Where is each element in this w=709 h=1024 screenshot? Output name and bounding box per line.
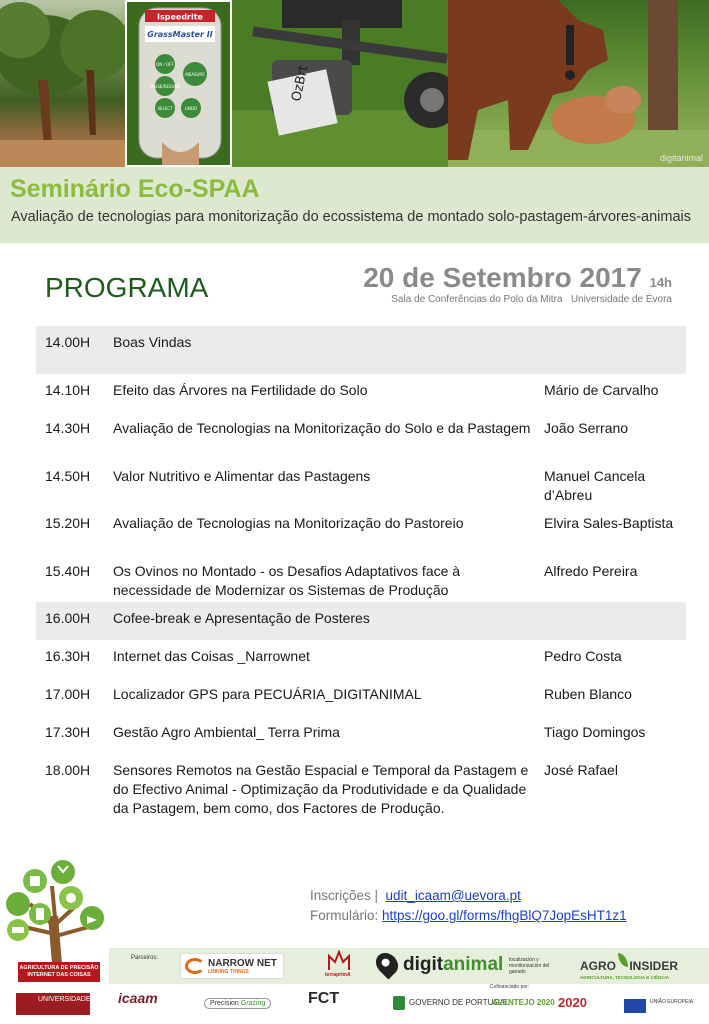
schedule-row	[36, 555, 686, 602]
cow-calf-photo	[448, 0, 709, 167]
agroinsider-prefix: AGRO	[580, 959, 616, 973]
schedule-row	[36, 640, 686, 678]
fct-logo: FCT	[308, 990, 340, 1007]
session-speaker: José Rafael	[544, 762, 618, 778]
agroinsider-name	[580, 959, 678, 973]
grazing-text: Grazing	[240, 1000, 266, 1007]
session-speaker: João Serrano	[544, 420, 629, 436]
session-speaker: Tiago Domingos	[544, 724, 646, 740]
session-time: 14.10H	[45, 382, 91, 398]
terraprima-icon	[325, 950, 353, 972]
pasture-sensor-photo	[232, 0, 448, 167]
session-speaker: Elvira Sales-Baptista	[544, 515, 674, 531]
registration-line	[310, 886, 627, 906]
partners-label: Parceiros:	[131, 955, 159, 961]
session-title: Avaliação de Tecnologias na Monitorização do Solo e da Pastagem	[113, 420, 531, 436]
uevora-logo: UNIVERSIDADE DE ÉVORA	[16, 993, 90, 1015]
event-date	[363, 262, 672, 294]
session-time: 16.30H	[45, 648, 91, 664]
schedule-row	[36, 460, 686, 507]
sensor-label: OzBrt	[289, 64, 312, 103]
photo-watermark: digitanimal	[659, 153, 703, 163]
narrownet-name: NARROW NET	[208, 958, 277, 969]
seminar-subtitle: Avaliação de tecnologias para monitorização do ecossistema de montado solo-pastagem-árvores-animais	[11, 209, 691, 225]
eu-flag-icon	[624, 999, 646, 1013]
registration-form-link[interactable]: https://goo.gl/forms/fhgBlQ7JopEsHT1z1	[382, 908, 627, 923]
session-time: 18.00H	[45, 762, 91, 778]
tree-logo-label: AGRICULTURA DE PRECISÃO INTERNET DAS COISAS	[18, 962, 100, 982]
portugal2020-logo: 2020	[558, 995, 587, 1010]
session-title: Efeito das Árvores na Fertilidade do Solo	[113, 382, 368, 398]
session-title: Cofee-break e Apresentação de Posteres	[113, 610, 370, 626]
device-model: GrassMaster II	[147, 30, 213, 39]
session-time: 15.20H	[45, 515, 91, 531]
precision-grazing-logo	[204, 998, 271, 1009]
contact-info	[310, 886, 627, 926]
seminar-title: Seminário Eco-SPAA	[10, 175, 260, 203]
photo-banner	[0, 0, 709, 167]
narrownet-logo	[180, 953, 284, 979]
device-button-on-off: ON / OFF	[156, 62, 174, 67]
session-title: Boas Vindas	[113, 334, 192, 350]
event-time: 14h	[649, 275, 672, 290]
venue-room: Sala de Conferências do Polo da Mitra	[391, 294, 563, 305]
icaam-logo: icaam	[118, 990, 158, 1006]
agroinsider-tagline: AGRICULTURA, TECNOLOGIA E CIÊNCIA	[580, 975, 669, 980]
programme-heading: PROGRAMA	[45, 272, 209, 303]
session-speaker: Manuel Cancela d’Abreu	[544, 468, 646, 503]
alentejo2020-logo: ALENTEJO 2020	[492, 998, 555, 1007]
cork-oak-tree-image	[0, 0, 125, 167]
session-time: 14.00H	[45, 334, 91, 350]
grassmaster-device-photo	[125, 0, 232, 167]
session-time: 17.00H	[45, 686, 91, 702]
location-pin-icon	[371, 948, 402, 979]
precision-text: Precision	[210, 1000, 239, 1007]
session-title: Valor Nutritivo e Alimentar das Pastagens	[113, 468, 371, 484]
schedule-row	[36, 412, 686, 460]
schedule-row	[36, 374, 686, 412]
schedule-row	[36, 716, 686, 754]
partners-band	[109, 948, 709, 984]
session-time: 14.50H	[45, 468, 91, 484]
terraprima-logo	[325, 950, 353, 982]
form-line	[310, 906, 627, 926]
session-time: 14.30H	[45, 420, 91, 436]
schedule-row	[36, 507, 686, 555]
portugal-emblem-icon	[393, 996, 405, 1010]
session-title: Sensores Remotos na Gestão Espacial e Temporal da Pastagem e do Efectivo Animal - Optimização da Produtividade e da Qualidade da Pastagem, bem como, dos Factores de Produção.	[113, 762, 529, 816]
sponsor-logos	[0, 984, 709, 1024]
session-time: 15.40H	[45, 563, 91, 579]
registration-label: Inscrições |	[310, 888, 379, 903]
session-speaker: Ruben Blanco	[544, 686, 632, 702]
digitanimal-name	[403, 954, 503, 976]
session-speaker: Alfredo Pereira	[544, 563, 638, 579]
device-button-undo: UNDO	[184, 106, 198, 111]
grassmaster-device-image	[127, 2, 230, 165]
registration-email-link[interactable]: udit_icaam@uevora.pt	[385, 888, 521, 903]
session-time: 17.30H	[45, 724, 91, 740]
digitanimal-prefix: digit	[403, 954, 444, 975]
session-title: Os Ovinos no Montado - os Desafios Adaptativos face à necessidade de Modernizar os Sistemas de Produção	[113, 563, 461, 598]
agroinsider-suffix: INSIDER	[629, 959, 679, 973]
pasture-sensor-image	[232, 0, 448, 167]
digitanimal-suffix: animal	[443, 954, 504, 975]
eu-label: UNIÃO EUROPEIA	[650, 999, 694, 1005]
venue-university: Universidade de Évora	[570, 294, 672, 305]
session-title: Localizador GPS para PECUÁRIA_DIGITANIMAL	[113, 686, 422, 702]
session-title: Internet das Coisas _Narrownet	[113, 648, 310, 664]
schedule-row	[36, 678, 686, 716]
event-venue	[391, 294, 672, 305]
session-title: Gestão Agro Ambiental_ Terra Prima	[113, 724, 340, 740]
governo-text: GOVERNO DE PORTUGAL	[409, 998, 510, 1008]
narrownet-tagline: LINKING THINGS	[208, 969, 249, 975]
device-brand: Ispeedrite	[157, 12, 203, 22]
cofinanced-label: Cofinanciado por:	[490, 984, 530, 990]
event-date-text: 20 de Setembro 2017	[363, 262, 642, 293]
schedule-row	[36, 754, 686, 824]
session-speaker: Mário de Carvalho	[544, 382, 659, 398]
title-band	[0, 167, 709, 243]
session-speaker: Pedro Costa	[544, 648, 622, 664]
schedule-table	[36, 326, 686, 824]
session-time: 16.00H	[45, 610, 91, 626]
form-label: Formulário:	[310, 908, 379, 923]
device-button-select: SELECT	[157, 106, 173, 111]
schedule-row	[36, 326, 686, 374]
terraprima-name: terraprimA	[325, 972, 351, 978]
digitanimal-tagline: localización y monitorización del ganado	[509, 957, 550, 975]
device-button-measure: MEASURE	[185, 72, 205, 77]
narrownet-icon	[185, 958, 205, 974]
cork-oak-photo	[0, 0, 125, 167]
session-title: Avaliação de Tecnologias na Monitorização do Pastoreio	[113, 515, 464, 531]
cow-and-calf-image	[448, 0, 709, 167]
schedule-row	[36, 602, 686, 640]
device-button-pause: PAUSE/RESUME	[149, 84, 181, 89]
